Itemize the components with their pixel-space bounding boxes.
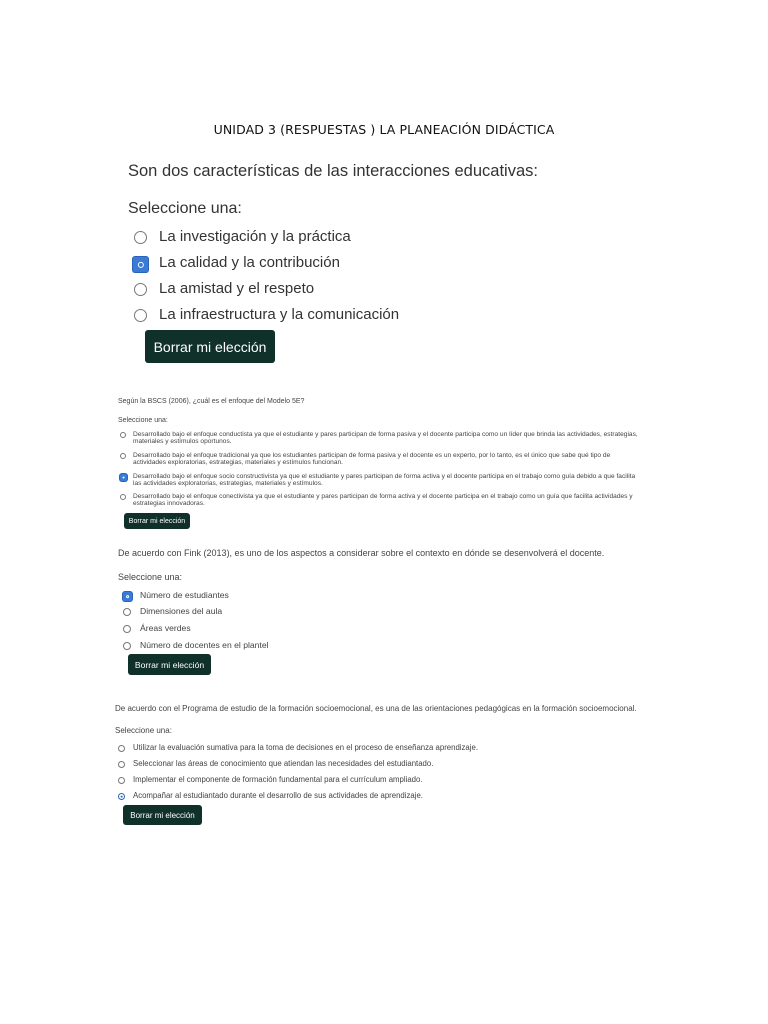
clear-choice-button[interactable]: Borrar mi elección	[124, 513, 190, 529]
answer-option[interactable]	[120, 452, 640, 466]
option-label: Desarrollado bajo el enfoque conectivista ya que el estudiante y pares participan de forma activa y el docente participa en el trabajo como un guía que facilita actividades y estrategias innovadoras.	[133, 493, 633, 508]
radio-unchecked-icon[interactable]	[134, 309, 147, 322]
document-title: UNIDAD 3 (RESPUESTAS ) LA PLANEACIÓN DIDÁCTICA	[213, 122, 555, 137]
clear-choice-button[interactable]: Borrar mi elección	[145, 330, 275, 363]
option-label: Utilizar la evaluación sumativa para la toma de decisiones en el proceso de enseñanza aprendizaje.	[133, 743, 479, 752]
option-label: Desarrollado bajo el enfoque tradicional ya que los estudiantes participan de forma pasiva y el docente es un experto, por lo tanto, es el único que sabe qué tipo de actividades exploratorias, estrategias, materiales y estímulos funcionan.	[133, 452, 611, 467]
radio-checked-icon[interactable]	[120, 474, 127, 481]
answer-option[interactable]	[123, 640, 269, 650]
radio-unchecked-icon[interactable]	[118, 745, 125, 752]
select-one-label: Seleccione una:	[118, 572, 183, 582]
option-label: Desarrollado bajo el enfoque socio constructivista ya que el estudiante y pares participan de forma activa y el docente participa en el trabajo como guía debido a que facilita las actividades exploratorias, estrategias, materiales y estímulos.	[133, 473, 636, 488]
radio-unchecked-icon[interactable]	[120, 432, 126, 438]
radio-unchecked-icon[interactable]	[118, 761, 125, 768]
option-label: La investigación y la práctica	[159, 228, 351, 245]
question-prompt: De acuerdo con el Programa de estudio de la formación socioemocional, es una de las orientaciones pedagógicas en la formación socioemocional.	[115, 704, 637, 713]
option-label: Seleccionar las áreas de conocimiento que atiendan las necesidades del estudiantado.	[133, 759, 434, 768]
option-label: Desarrollado bajo el enfoque conductista ya que el estudiante y pares participan de forma pasiva y el docente participa como un líder que brinda las actividades, estrategias, materiales y estímulos oportunos.	[133, 431, 638, 446]
select-one-label: Seleccione una:	[118, 417, 168, 424]
option-label: Acompañar al estudiantado durante el desarrollo de sus actividades de aprendizaje.	[133, 791, 423, 800]
answer-option-selected[interactable]	[134, 254, 340, 272]
radio-unchecked-icon[interactable]	[120, 453, 126, 459]
radio-checked-icon[interactable]	[123, 592, 132, 601]
option-label: La calidad y la contribución	[159, 254, 340, 271]
radio-unchecked-icon[interactable]	[134, 283, 147, 296]
select-one-label: Seleccione una:	[115, 726, 172, 735]
option-label: Áreas verdes	[140, 623, 191, 633]
question-prompt: De acuerdo con Fink (2013), es uno de los aspectos a considerar sobre el contexto en dónde se desenvolverá el docente.	[118, 548, 605, 558]
option-label: Número de docentes en el plantel	[140, 640, 269, 650]
answer-option[interactable]	[120, 493, 640, 507]
radio-unchecked-icon[interactable]	[118, 777, 125, 784]
option-label: Dimensiones del aula	[140, 606, 223, 616]
question-prompt: Son dos características de las interacciones educativas:	[128, 162, 538, 180]
option-label: Número de estudiantes	[140, 590, 229, 600]
radio-unchecked-icon[interactable]	[120, 494, 126, 500]
answer-option-selected[interactable]	[118, 791, 423, 800]
clear-choice-button[interactable]: Borrar mi elección	[123, 805, 202, 825]
answer-option[interactable]	[118, 775, 423, 784]
answer-option[interactable]	[118, 759, 433, 768]
question-prompt: Según la BSCS (2006), ¿cuál es el enfoque del Modelo 5E?	[118, 398, 305, 405]
answer-option[interactable]	[134, 228, 351, 245]
option-label: La infraestructura y la comunicación	[159, 306, 400, 323]
answer-option-selected[interactable]	[120, 473, 640, 487]
option-label: Implementar el componente de formación fundamental para el currículum ampliado.	[133, 775, 423, 784]
radio-unchecked-icon[interactable]	[123, 608, 131, 616]
answer-option[interactable]	[123, 606, 222, 616]
radio-unchecked-icon[interactable]	[123, 625, 131, 633]
answer-option[interactable]	[120, 431, 640, 445]
option-label: La amistad y el respeto	[159, 280, 315, 297]
answer-option-selected[interactable]	[123, 590, 229, 601]
radio-checked-icon[interactable]	[118, 793, 125, 800]
answer-option[interactable]	[123, 623, 191, 633]
radio-unchecked-icon[interactable]	[123, 642, 131, 650]
radio-checked-icon[interactable]	[133, 257, 148, 272]
clear-choice-button[interactable]: Borrar mi elección	[128, 654, 211, 675]
answer-option[interactable]	[118, 743, 478, 752]
answer-option[interactable]	[134, 280, 314, 297]
select-one-label: Seleccione una:	[128, 200, 242, 217]
radio-unchecked-icon[interactable]	[134, 231, 147, 244]
answer-option[interactable]	[134, 306, 399, 323]
